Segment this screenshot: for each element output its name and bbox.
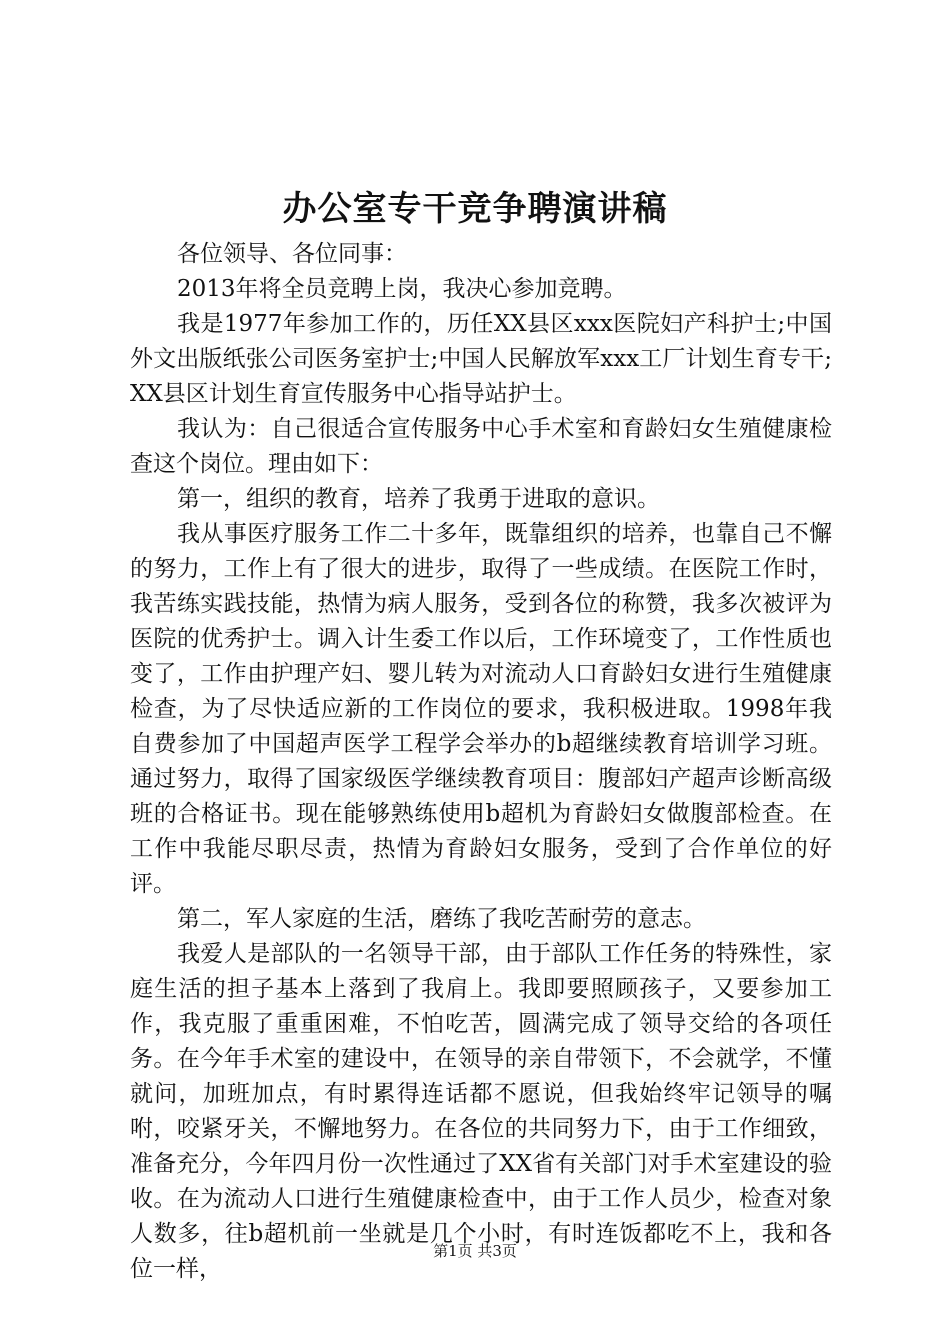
salutation-paragraph: 各位领导、各位同事：	[177, 241, 407, 267]
reason-one-heading: 第一，组织的教育，培养了我勇于进取的意识。	[177, 486, 660, 512]
reason-one-paragraph: 我从事医疗服务工作二十多年，既靠组织的培养，也靠自己不懈的努力，工作上有了很大的进步，取得了一些成绩。在医院工作时，我苦练实践技能，热情为病人服务，受到各位的称赞，我多次被评为医院的优秀护士。调入计生委工作以后，工作环境变了，工作性质也变了，工作由护理产妇、婴儿转为对流动人口育龄妇女进行生殖健康检查，为了尽快适应新的工作岗位的要求，我积极进取。1998年我自费参加了中国超声医学工程学会举办的b超继续教育培训学习班。通过努力，取得了国家级医学继续教育项目：腹部妇产超声诊断高级班的合格证书。现在能够熟练使用b超机为育龄妇女做腹部检查。在工作中我能尽职尽责，热情为育龄妇女服务，受到了合作单位的好评。	[130, 521, 832, 897]
document-title: 办公室专干竞争聘演讲稿	[282, 189, 668, 229]
document-body	[130, 237, 832, 1287]
work-history-paragraph: 我是1977年参加工作的，历任XX县区xxx医院妇产科护士;中国外文出版纸张公司医务室护士;中国人民解放军xxx工厂计划生育专干;XX县区计划生育宣传服务中心指导站护士。	[130, 311, 832, 407]
page-footer: 第1页 共3页	[433, 1242, 517, 1260]
reason-two-heading: 第二，军人家庭的生活，磨练了我吃苦耐劳的意志。	[177, 906, 706, 932]
intro-paragraph: 2013年将全员竞聘上岗，我决心参加竞聘。	[177, 276, 627, 302]
suitability-paragraph: 我认为：自己很适合宣传服务中心手术室和育龄妇女生殖健康检查这个岗位。理由如下：	[130, 416, 832, 477]
reason-two-paragraph: 我爱人是部队的一名领导干部，由于部队工作任务的特殊性，家庭生活的担子基本上落到了我肩上。我即要照顾孩子，又要参加工作，我克服了重重困难，不怕吃苦，圆满完成了领导交给的各项任务。在今年手术室的建设中，在领导的亲自带领下，不会就学，不懂就问，加班加点，有时累得连话都不愿说，但我始终牢记领导的嘱咐，咬紧牙关，不懈地努力。在各位的共同努力下，由于工作细致，准备充分，今年四月份一次性通过了XX省有关部门对手术室建设的验收。在为流动人口进行生殖健康检查中，由于工作人员少，检查对象人数多，往b超机前一坐就是几个小时，有时连饭都吃不上，我和各位一样，	[130, 941, 832, 1282]
